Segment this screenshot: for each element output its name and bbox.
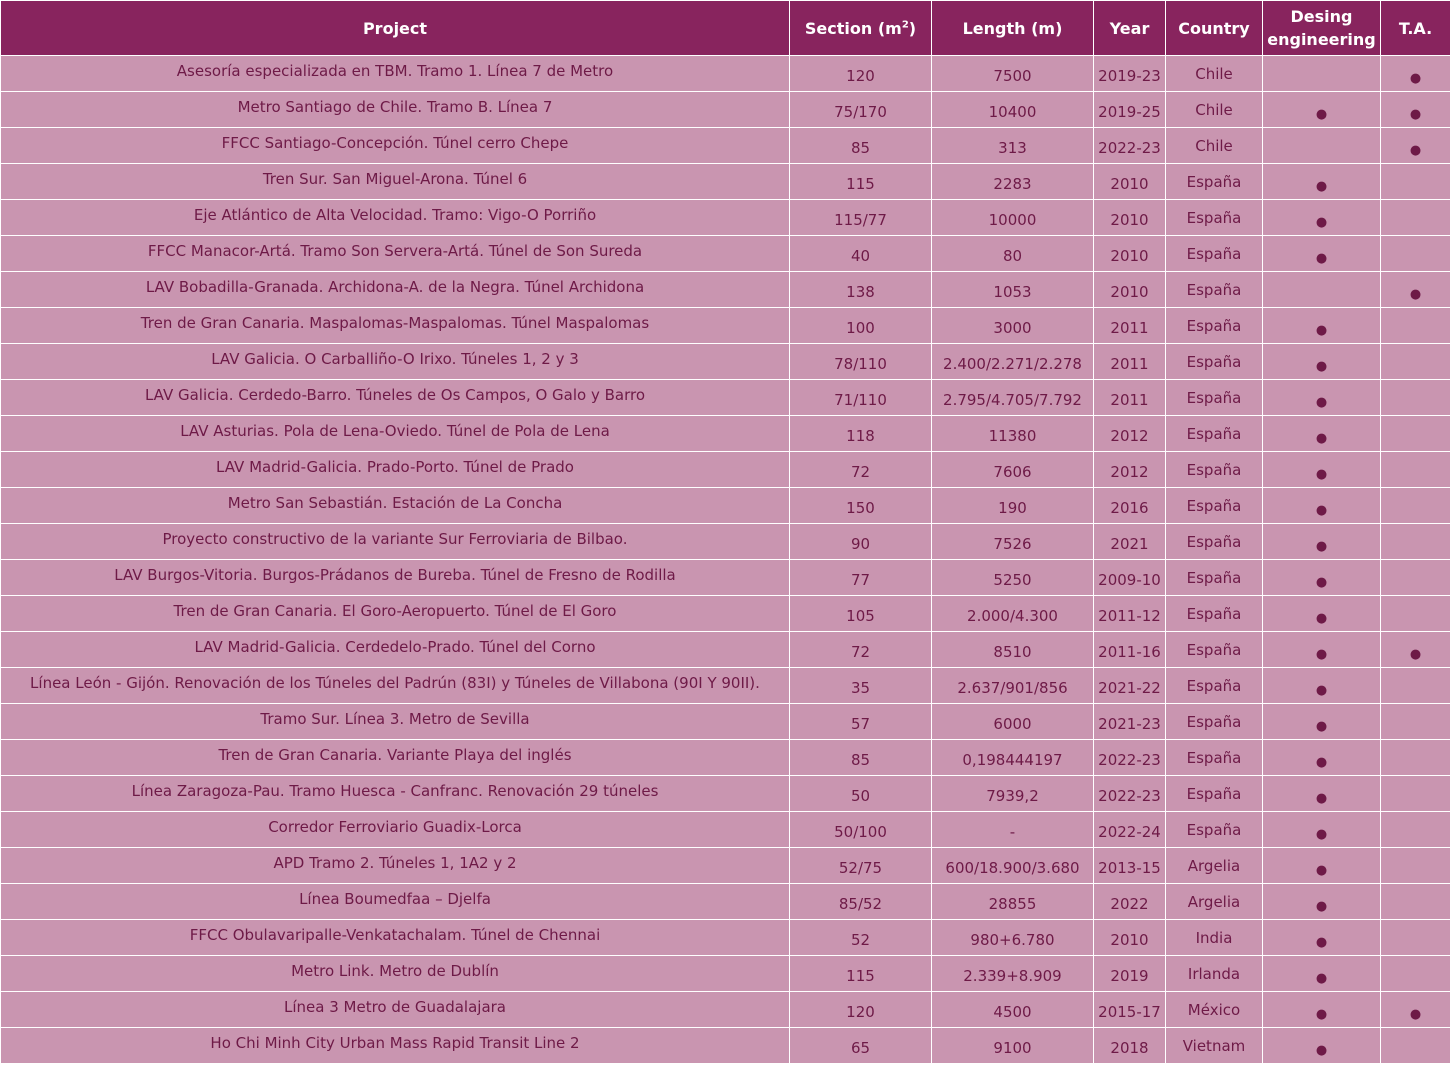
cell-country: Irlanda <box>1166 956 1263 992</box>
cell-desing-marker: ● <box>1263 236 1381 272</box>
cell-ta-marker <box>1381 416 1450 452</box>
cell-desing-marker: ● <box>1263 488 1381 524</box>
cell-length: 80 <box>932 236 1094 272</box>
cell-year: 2010 <box>1094 920 1166 956</box>
cell-ta-marker <box>1381 452 1450 488</box>
cell-country: España <box>1166 308 1263 344</box>
cell-section: 138 <box>790 272 932 308</box>
cell-project: Tren de Gran Canaria. El Goro-Aeropuerto. Túnel de El Goro <box>1 596 790 632</box>
cell-ta-marker <box>1381 956 1450 992</box>
cell-country: España <box>1166 524 1263 560</box>
cell-project: APD Tramo 2. Túneles 1, 1A2 y 2 <box>1 848 790 884</box>
cell-year: 2010 <box>1094 236 1166 272</box>
cell-ta-marker <box>1381 236 1450 272</box>
table-row <box>1 200 1450 236</box>
cell-desing-marker: ● <box>1263 884 1381 920</box>
table-row <box>1 380 1450 416</box>
cell-length: 7526 <box>932 524 1094 560</box>
cell-length: 2.000/4.300 <box>932 596 1094 632</box>
header-section-label: Section (m <box>804 18 902 38</box>
table-row <box>1 344 1450 380</box>
cell-year: 2011-16 <box>1094 632 1166 668</box>
cell-year: 2019-25 <box>1094 92 1166 128</box>
cell-length: 190 <box>932 488 1094 524</box>
header-desing-line1: Desing <box>1290 7 1353 26</box>
cell-country: España <box>1166 668 1263 704</box>
cell-country: España <box>1166 560 1263 596</box>
cell-ta-marker: ● <box>1381 992 1450 1028</box>
cell-ta-marker <box>1381 164 1450 200</box>
cell-year: 2012 <box>1094 416 1166 452</box>
cell-section: 78/110 <box>790 344 932 380</box>
table-row <box>1 956 1450 992</box>
cell-country: España <box>1166 740 1263 776</box>
table-row <box>1 920 1450 956</box>
table-row <box>1 272 1450 308</box>
cell-section: 72 <box>790 452 932 488</box>
cell-year: 2011 <box>1094 308 1166 344</box>
cell-project: Línea 3 Metro de Guadalajara <box>1 992 790 1028</box>
cell-project: Línea León - Gijón. Renovación de los Túneles del Padrún (83I) y Túneles de Villabona (90I Y 90II). <box>1 668 790 704</box>
table-row <box>1 992 1450 1028</box>
table-row <box>1 668 1450 704</box>
cell-desing-marker: ● <box>1263 632 1381 668</box>
cell-section: 90 <box>790 524 932 560</box>
cell-project: Tren de Gran Canaria. Variante Playa del inglés <box>1 740 790 776</box>
cell-country: España <box>1166 164 1263 200</box>
cell-desing-marker: ● <box>1263 560 1381 596</box>
table-row <box>1 524 1450 560</box>
cell-year: 2011 <box>1094 344 1166 380</box>
cell-year: 2016 <box>1094 488 1166 524</box>
cell-section: 57 <box>790 704 932 740</box>
cell-ta-marker: ● <box>1381 632 1450 668</box>
table-row <box>1 776 1450 812</box>
cell-project: LAV Madrid-Galicia. Prado-Porto. Túnel de Prado <box>1 452 790 488</box>
cell-ta-marker <box>1381 812 1450 848</box>
table-row <box>1 596 1450 632</box>
cell-length: 7606 <box>932 452 1094 488</box>
cell-desing-marker <box>1263 272 1381 308</box>
cell-desing-marker: ● <box>1263 164 1381 200</box>
cell-ta-marker <box>1381 704 1450 740</box>
cell-year: 2021-22 <box>1094 668 1166 704</box>
cell-ta-marker <box>1381 380 1450 416</box>
cell-ta-marker <box>1381 524 1450 560</box>
table-row <box>1 308 1450 344</box>
cell-country: India <box>1166 920 1263 956</box>
cell-project: Proyecto constructivo de la variante Sur Ferroviaria de Bilbao. <box>1 524 790 560</box>
cell-length: 2.637/901/856 <box>932 668 1094 704</box>
cell-section: 85/52 <box>790 884 932 920</box>
cell-year: 2022-23 <box>1094 128 1166 164</box>
cell-section: 40 <box>790 236 932 272</box>
cell-desing-marker: ● <box>1263 920 1381 956</box>
cell-year: 2010 <box>1094 164 1166 200</box>
cell-desing-marker: ● <box>1263 776 1381 812</box>
cell-length: 28855 <box>932 884 1094 920</box>
table-row <box>1 812 1450 848</box>
cell-project: FFCC Obulavaripalle-Venkatachalam. Túnel de Chennai <box>1 920 790 956</box>
cell-length: 1053 <box>932 272 1094 308</box>
cell-length: 7500 <box>932 56 1094 92</box>
table-row <box>1 236 1450 272</box>
cell-project: LAV Galicia. O Carballiño-O Irixo. Túneles 1, 2 y 3 <box>1 344 790 380</box>
table-body <box>1 56 1450 1064</box>
header-section-sup: 2 <box>901 19 909 31</box>
cell-section: 71/110 <box>790 380 932 416</box>
table-row <box>1 488 1450 524</box>
cell-country: Chile <box>1166 92 1263 128</box>
cell-year: 2022-24 <box>1094 812 1166 848</box>
cell-section: 50 <box>790 776 932 812</box>
cell-country: Vietnam <box>1166 1028 1263 1064</box>
table-row <box>1 740 1450 776</box>
cell-length: 2.400/2.271/2.278 <box>932 344 1094 380</box>
cell-length: 600/18.900/3.680 <box>932 848 1094 884</box>
cell-ta-marker <box>1381 1028 1450 1064</box>
cell-length: 11380 <box>932 416 1094 452</box>
cell-year: 2019 <box>1094 956 1166 992</box>
cell-section: 52/75 <box>790 848 932 884</box>
cell-section: 120 <box>790 56 932 92</box>
cell-length: 8510 <box>932 632 1094 668</box>
cell-desing-marker: ● <box>1263 956 1381 992</box>
cell-year: 2009-10 <box>1094 560 1166 596</box>
cell-country: España <box>1166 704 1263 740</box>
cell-project: FFCC Santiago-Concepción. Túnel cerro Chepe <box>1 128 790 164</box>
cell-length: 5250 <box>932 560 1094 596</box>
cell-section: 115/77 <box>790 200 932 236</box>
cell-country: España <box>1166 416 1263 452</box>
cell-ta-marker <box>1381 200 1450 236</box>
cell-section: 77 <box>790 560 932 596</box>
cell-section: 115 <box>790 164 932 200</box>
cell-year: 2013-15 <box>1094 848 1166 884</box>
cell-length: 7939,2 <box>932 776 1094 812</box>
cell-country: España <box>1166 596 1263 632</box>
cell-year: 2022 <box>1094 884 1166 920</box>
cell-country: España <box>1166 380 1263 416</box>
cell-length: - <box>932 812 1094 848</box>
cell-year: 2021 <box>1094 524 1166 560</box>
table-row <box>1 452 1450 488</box>
cell-year: 2018 <box>1094 1028 1166 1064</box>
cell-section: 72 <box>790 632 932 668</box>
cell-year: 2011-12 <box>1094 596 1166 632</box>
cell-project: Tren Sur. San Miguel-Arona. Túnel 6 <box>1 164 790 200</box>
cell-desing-marker: ● <box>1263 704 1381 740</box>
cell-desing-marker: ● <box>1263 812 1381 848</box>
cell-project: Metro San Sebastián. Estación de La Concha <box>1 488 790 524</box>
cell-ta-marker <box>1381 884 1450 920</box>
cell-ta-marker <box>1381 560 1450 596</box>
cell-length: 10000 <box>932 200 1094 236</box>
cell-section: 50/100 <box>790 812 932 848</box>
cell-project: Eje Atlántico de Alta Velocidad. Tramo: Vigo-O Porriño <box>1 200 790 236</box>
cell-country: Chile <box>1166 56 1263 92</box>
cell-length: 980+6.780 <box>932 920 1094 956</box>
table-row <box>1 56 1450 92</box>
cell-year: 2010 <box>1094 272 1166 308</box>
cell-project: Corredor Ferroviario Guadix-Lorca <box>1 812 790 848</box>
cell-ta-marker: ● <box>1381 272 1450 308</box>
cell-desing-marker: ● <box>1263 1028 1381 1064</box>
cell-project: FFCC Manacor-Artá. Tramo Son Servera-Artá. Túnel de Son Sureda <box>1 236 790 272</box>
cell-project: Línea Zaragoza-Pau. Tramo Huesca - Canfranc. Renovación 29 túneles <box>1 776 790 812</box>
cell-section: 35 <box>790 668 932 704</box>
cell-desing-marker: ● <box>1263 200 1381 236</box>
cell-ta-marker <box>1381 668 1450 704</box>
header-row <box>1 1 1450 56</box>
cell-ta-marker: ● <box>1381 92 1450 128</box>
cell-ta-marker <box>1381 308 1450 344</box>
cell-section: 75/170 <box>790 92 932 128</box>
cell-section: 115 <box>790 956 932 992</box>
cell-section: 85 <box>790 128 932 164</box>
header-country: Country <box>1166 1 1263 56</box>
cell-country: España <box>1166 452 1263 488</box>
cell-desing-marker: ● <box>1263 308 1381 344</box>
cell-year: 2012 <box>1094 452 1166 488</box>
cell-desing-marker: ● <box>1263 668 1381 704</box>
cell-project: Línea Boumedfaa – Djelfa <box>1 884 790 920</box>
cell-section: 100 <box>790 308 932 344</box>
cell-desing-marker: ● <box>1263 524 1381 560</box>
cell-ta-marker <box>1381 776 1450 812</box>
cell-length: 6000 <box>932 704 1094 740</box>
cell-project: LAV Bobadilla-Granada. Archidona-A. de la Negra. Túnel Archidona <box>1 272 790 308</box>
cell-ta-marker <box>1381 596 1450 632</box>
cell-country: Chile <box>1166 128 1263 164</box>
table-row <box>1 848 1450 884</box>
cell-desing-marker: ● <box>1263 740 1381 776</box>
cell-desing-marker: ● <box>1263 416 1381 452</box>
cell-length: 313 <box>932 128 1094 164</box>
cell-project: Metro Link. Metro de Dublín <box>1 956 790 992</box>
cell-project: Ho Chi Minh City Urban Mass Rapid Transit Line 2 <box>1 1028 790 1064</box>
cell-section: 105 <box>790 596 932 632</box>
cell-project: LAV Madrid-Galicia. Cerdedelo-Prado. Túnel del Corno <box>1 632 790 668</box>
cell-project: LAV Galicia. Cerdedo-Barro. Túneles de Os Campos, O Galo y Barro <box>1 380 790 416</box>
cell-ta-marker: ● <box>1381 128 1450 164</box>
cell-desing-marker: ● <box>1263 92 1381 128</box>
cell-section: 85 <box>790 740 932 776</box>
cell-project: Tramo Sur. Línea 3. Metro de Sevilla <box>1 704 790 740</box>
header-section <box>790 1 932 56</box>
cell-length: 4500 <box>932 992 1094 1028</box>
header-desing <box>1263 1 1381 56</box>
table-row <box>1 92 1450 128</box>
cell-year: 2021-23 <box>1094 704 1166 740</box>
cell-ta-marker <box>1381 488 1450 524</box>
cell-desing-marker <box>1263 56 1381 92</box>
cell-length: 9100 <box>932 1028 1094 1064</box>
cell-project: Tren de Gran Canaria. Maspalomas-Maspalomas. Túnel Maspalomas <box>1 308 790 344</box>
cell-ta-marker <box>1381 920 1450 956</box>
cell-desing-marker: ● <box>1263 344 1381 380</box>
cell-section: 52 <box>790 920 932 956</box>
cell-length: 10400 <box>932 92 1094 128</box>
cell-country: Argelia <box>1166 884 1263 920</box>
table-row <box>1 560 1450 596</box>
cell-country: Argelia <box>1166 848 1263 884</box>
header-project: Project <box>1 1 790 56</box>
cell-country: España <box>1166 632 1263 668</box>
cell-length: 2.339+8.909 <box>932 956 1094 992</box>
cell-year: 2011 <box>1094 380 1166 416</box>
cell-ta-marker: ● <box>1381 56 1450 92</box>
cell-project: LAV Burgos-Vitoria. Burgos-Prádanos de Bureba. Túnel de Fresno de Rodilla <box>1 560 790 596</box>
table-row <box>1 704 1450 740</box>
header-length: Length (m) <box>932 1 1094 56</box>
cell-country: España <box>1166 488 1263 524</box>
cell-country: México <box>1166 992 1263 1028</box>
cell-year: 2022-23 <box>1094 740 1166 776</box>
cell-desing-marker <box>1263 128 1381 164</box>
cell-section: 120 <box>790 992 932 1028</box>
table-row <box>1 632 1450 668</box>
cell-desing-marker: ● <box>1263 596 1381 632</box>
header-ta: T.A. <box>1381 1 1450 56</box>
cell-length: 2283 <box>932 164 1094 200</box>
cell-desing-marker: ● <box>1263 380 1381 416</box>
header-section-end: ) <box>908 18 917 38</box>
cell-length: 3000 <box>932 308 1094 344</box>
table-row <box>1 884 1450 920</box>
header-desing-line2: engineering <box>1267 30 1376 49</box>
cell-desing-marker: ● <box>1263 992 1381 1028</box>
table-row <box>1 416 1450 452</box>
cell-project: LAV Asturias. Pola de Lena-Oviedo. Túnel de Pola de Lena <box>1 416 790 452</box>
cell-country: España <box>1166 236 1263 272</box>
cell-length: 0,198444197 <box>932 740 1094 776</box>
cell-country: España <box>1166 812 1263 848</box>
cell-desing-marker: ● <box>1263 848 1381 884</box>
cell-country: España <box>1166 200 1263 236</box>
cell-ta-marker <box>1381 848 1450 884</box>
table-row <box>1 1028 1450 1064</box>
table-row <box>1 164 1450 200</box>
cell-section: 65 <box>790 1028 932 1064</box>
header-year: Year <box>1094 1 1166 56</box>
cell-year: 2010 <box>1094 200 1166 236</box>
cell-project: Asesoría especializada en TBM. Tramo 1. Línea 7 de Metro <box>1 56 790 92</box>
cell-section: 150 <box>790 488 932 524</box>
cell-country: España <box>1166 344 1263 380</box>
cell-ta-marker <box>1381 740 1450 776</box>
cell-ta-marker <box>1381 344 1450 380</box>
cell-project: Metro Santiago de Chile. Tramo B. Línea 7 <box>1 92 790 128</box>
cell-section: 118 <box>790 416 932 452</box>
cell-desing-marker: ● <box>1263 452 1381 488</box>
cell-year: 2015-17 <box>1094 992 1166 1028</box>
cell-year: 2019-23 <box>1094 56 1166 92</box>
cell-country: España <box>1166 272 1263 308</box>
cell-country: España <box>1166 776 1263 812</box>
cell-length: 2.795/4.705/7.792 <box>932 380 1094 416</box>
cell-year: 2022-23 <box>1094 776 1166 812</box>
table-row <box>1 128 1450 164</box>
